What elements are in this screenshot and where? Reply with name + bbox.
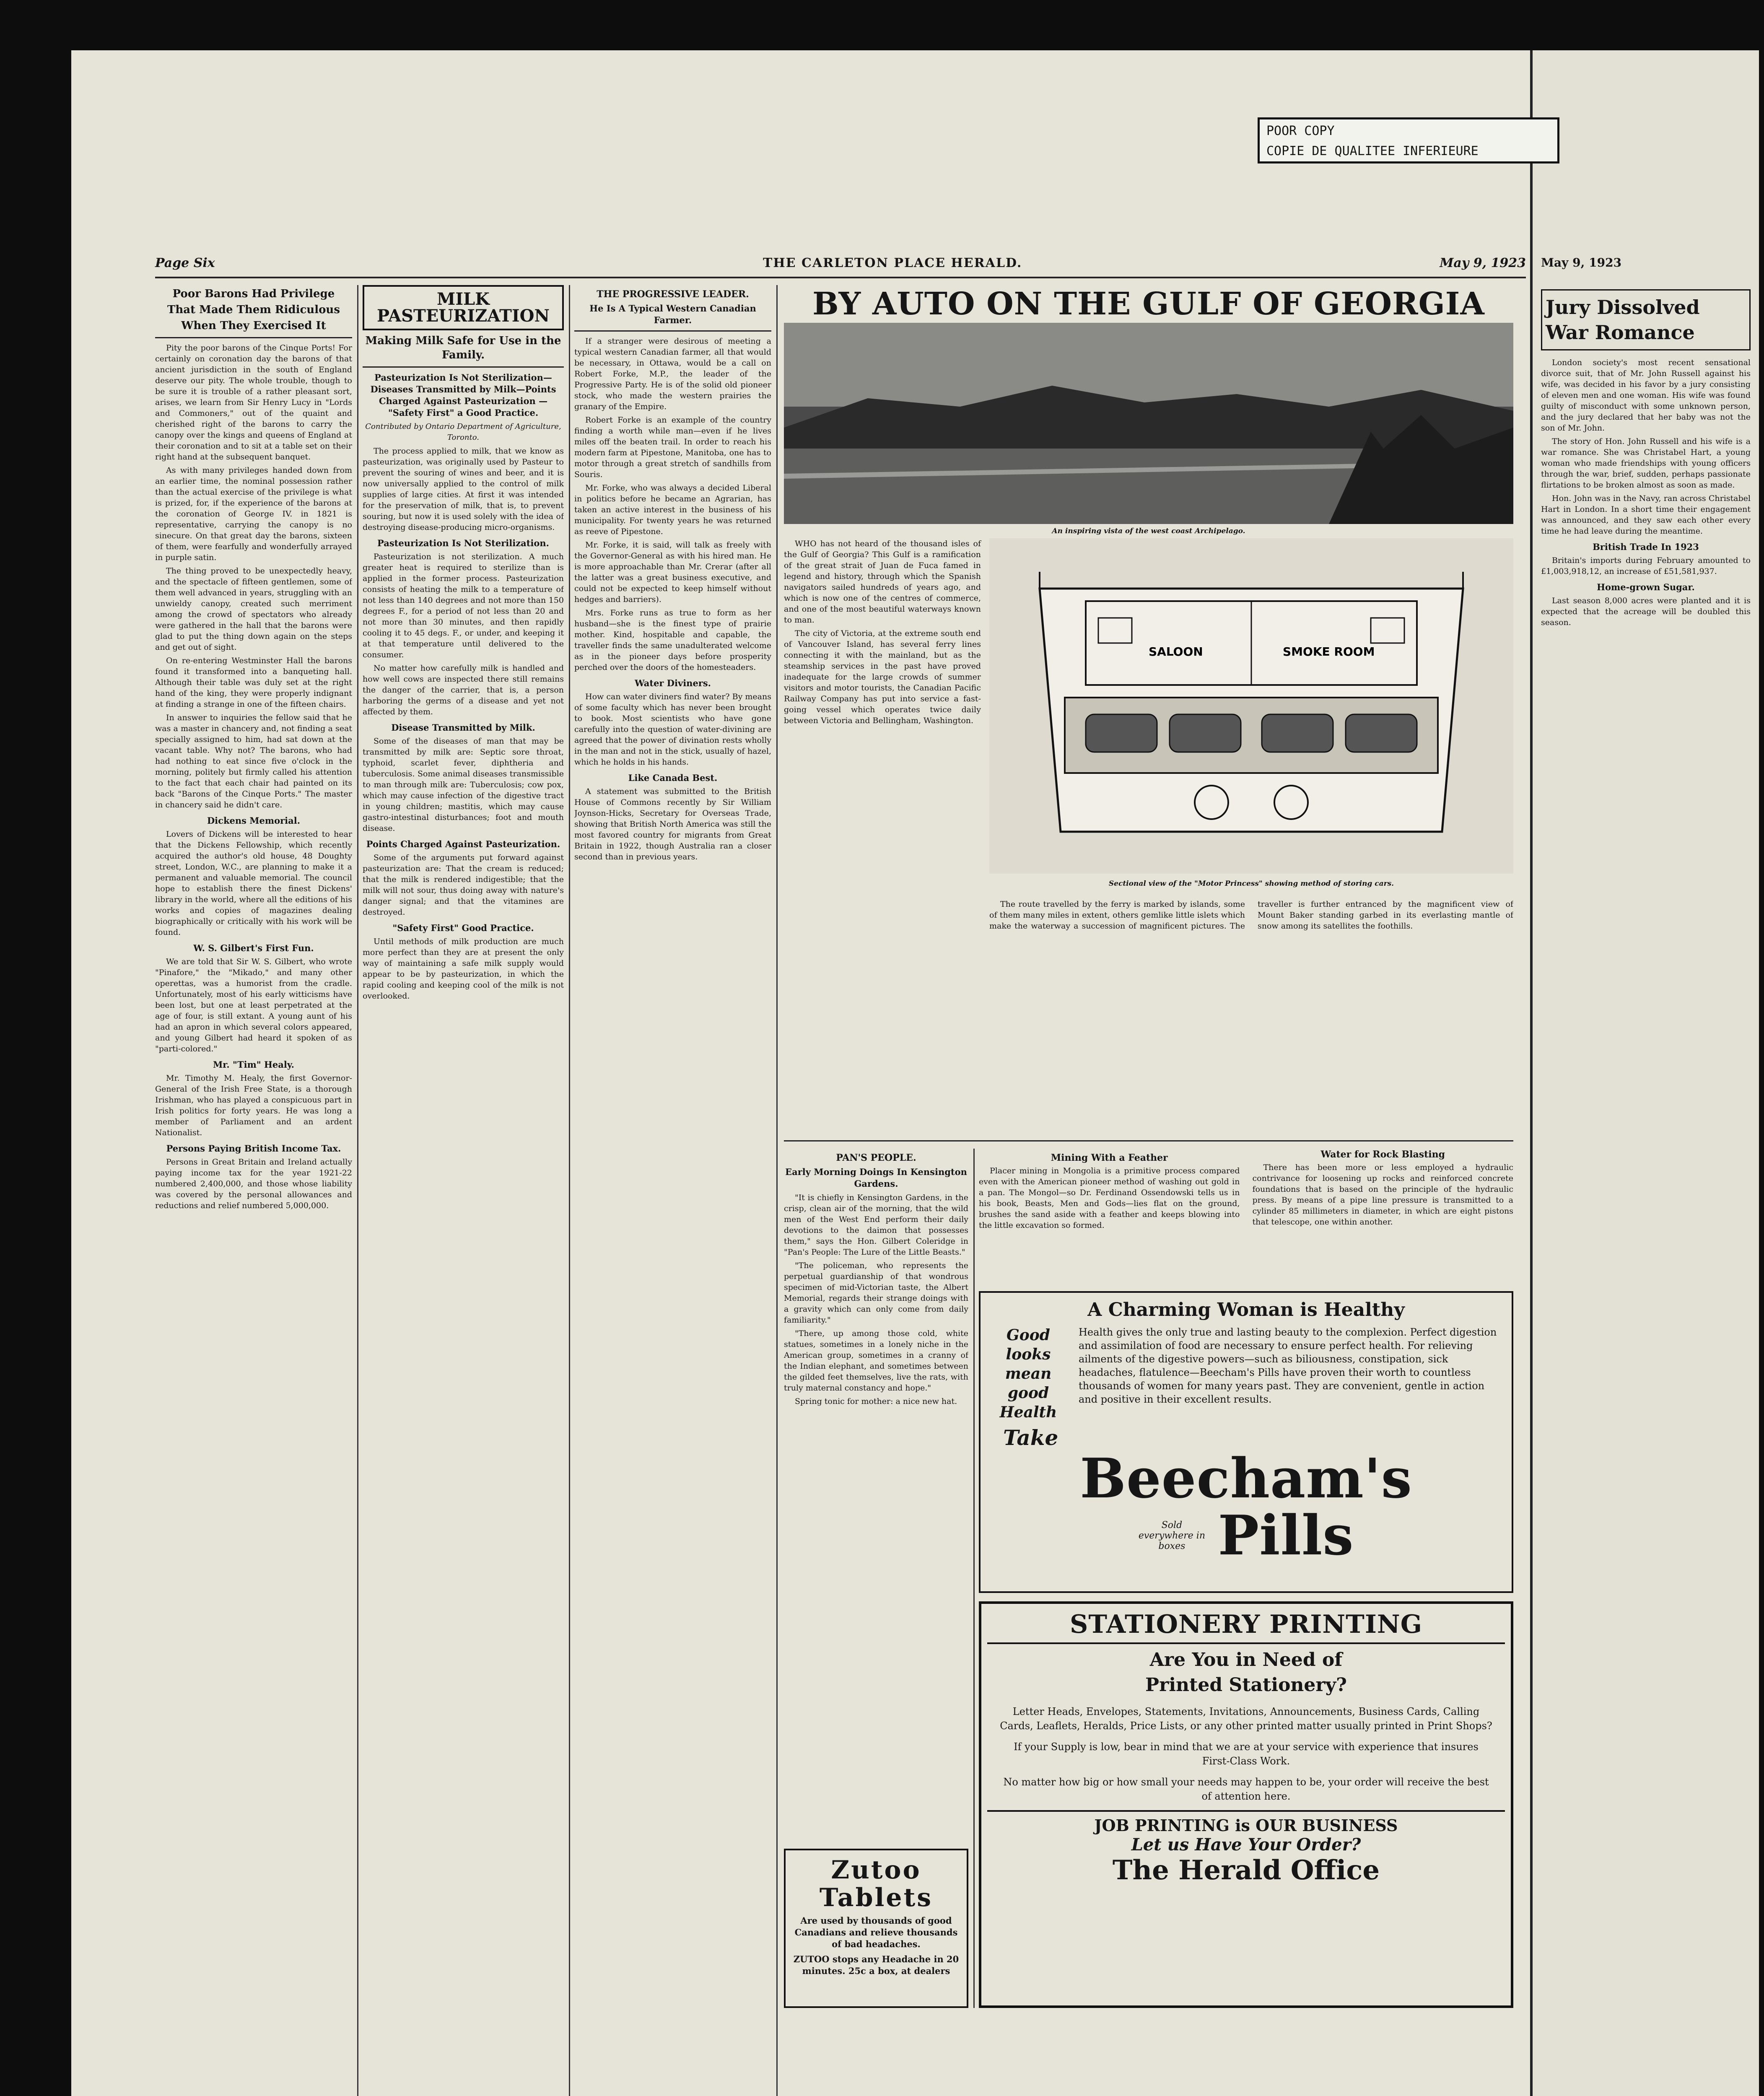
subheading: Persons Paying British Income Tax. (166, 1143, 341, 1154)
subheading: Dickens Memorial. (207, 815, 301, 826)
headline: Water for Rock Blasting (1320, 1149, 1445, 1160)
beechams-ad (979, 1291, 1513, 1593)
zutoo-tagline: Are used by thousands of good Canadians and relieve thousands of bad headaches. (794, 1915, 958, 1949)
ad-side-text: Good looks mean good Health (999, 1326, 1057, 1421)
article-paragraph: Pasteurization is not sterilization. A much greater heat is required to sterilize than is applied in the former process. Pasteurization consists of heating the milk to a temperature of not less than 140 degrees and not more than 150 degrees F., for a period of not less than 20 and not more than 30 minutes, and then rapidly cooling it to 45 degs. F., or under, and keeping it at that temperature until delivered to the consumer. (363, 552, 564, 659)
article-paragraph: The process applied to milk, that we know as pasteurization, was originally used by Pasteur to prevent the souring of wines and beer, and it is now universally applied to the control of milk supplies of large cities. At first it was intended for the preservation of milk, that is, to prevent souring, but now it is used solely with the idea of destroying disease-producing micro-organisms. (363, 446, 564, 532)
article-paragraph: A statement was submitted to the British House of Commons recently by Sir William Joynson-Hicks, Secretary for Overseas Trade, showing that British North America was still the most favored country for migrants from Great Britain in 1922, though Australia ran a closer second than in previous years. (574, 787, 771, 861)
article-paragraph: WHO has not heard of the thousand isles of the Gulf of Georgia? This Gulf is a ramification of the great strait of Juan de Fuca famed in legend and history, through which the Spanish navigators sailed hundreds of years ago, and which is now one of the centres of commerce, and one of the most beautiful waterways known to man. (784, 539, 981, 625)
saloon-label: SALOON (1149, 645, 1203, 659)
subheading: Home-grown Sugar. (1597, 582, 1695, 592)
ad-sold: Sold everywhere in boxes (1138, 1520, 1206, 1551)
paper-title: THE CARLETON PLACE HERALD. (763, 256, 1022, 270)
article-paragraph: Mr. Forke, it is said, will talk as freely with the Governor-General as with his hired man. He is more approachable than Mr. Crerar (after all the latter was a great business executive, and could not be expected to keep himself without hedges and barriers). (574, 540, 771, 604)
ad-line: Let us Have Your Order? (1131, 1835, 1361, 1855)
ad-signature: The Herald Office (1112, 1855, 1380, 1886)
article-paragraph: London society's most recent sensational divorce suit, that of Mr. John Russell against his wife, was decided in his favor by a jury consisting of eleven men and one woman. His wife was found guilty of misconduct with some unknown person, and the jury declared that her baby was not the son of Mr. John. (1541, 358, 1751, 433)
ad-headline: A Charming Woman is Healthy (1087, 1299, 1405, 1320)
headline: Mining With a Feather (1051, 1152, 1168, 1163)
masthead (155, 252, 1526, 278)
article-paragraph: Hon. John was in the Navy, ran across Christabel Hart in London. In a short time their engagement was announced, and they saw each other every time he had leave during the meantime. (1541, 494, 1751, 536)
zutoo-tagline: ZUTOO stops any Headache in 20 minutes. 25c a box, at dealers (793, 1954, 959, 1976)
zutoo-ad (784, 1849, 968, 2008)
article-paragraph: How can water diviners find water? By means of some faculty which has never been brought to book. Most scientists who have gone carefully into the question of water-divining are agreed that the power of divination rests wholly in the man and not in the stick, usually of hazel, which he holds in his hands. (574, 692, 771, 767)
column-pans-people (784, 1149, 968, 1840)
ship-caption: Sectional view of the "Motor Princess" showing method of storing cars. (1108, 879, 1394, 888)
subheading: Like Canada Best. (628, 773, 718, 783)
article-paragraph: There has been more or less employed a hydraulic contrivance for loosening up rocks and reinforced concrete foundations that is based on the principle of the hydraulic press. By means of a pipe line pressure is transmitted to a cylinder 85 millimeters in diameter, in which are eight pistons that telescope, one within another. (1252, 1163, 1513, 1227)
ad-question: Printed Stationery? (1145, 1674, 1347, 1696)
article-paragraph: Spring tonic for mother: a nice new hat. (795, 1397, 957, 1406)
article-paragraph: Robert Forke is an example of the country finding a worth while man—even if he lives miles off the beaten trail. In order to reach his modern farm at Pipestone, Manitoba, one has to motor through a great stretch of sandhills from Souris. (574, 415, 771, 479)
stamp-line: POOR COPY (1266, 124, 1335, 138)
headline: Poor Barons Had Privilege (172, 288, 335, 300)
stamp-line: COPIE DE QUALITEE INFERIEURE (1266, 144, 1479, 158)
ship-cross-section (989, 538, 1513, 874)
column-milk (363, 285, 564, 2096)
photo-caption: An inspiring vista of the west coast Archipelago. (1052, 527, 1245, 535)
article-paragraph: Until methods of milk production are much more perfect than they are at present the only way of maintaining a safe milk supply would appear to be by pasteurization, in which the rapid cooling and keeping cool of the milk is not overlooked. (363, 937, 564, 1001)
page-number: Page Six (155, 256, 215, 270)
feature-headline: BY AUTO ON THE GULF OF GEORGIA (812, 286, 1485, 322)
newspaper-page (71, 50, 1564, 2096)
ad-body: If your Supply is low, bear in mind that we are at your service with experience that insures First-Class Work. (1014, 1741, 1479, 1767)
column-barons (155, 285, 352, 2096)
article-paragraph: Placer mining in Mongolia is a primitive process compared even with the American pioneer method of washing out gold in a pan. The Mongol—so Dr. Ferdinand Ossendowski tells us in his book, Beasts, Men and Gods—lies flat on the ground, brushes the sand aside with a feather and keeps blowing into the little excavation so formed. (979, 1166, 1240, 1230)
feature-text-left (784, 538, 981, 729)
article-paragraph: As with many privileges handed down from an earlier time, the nominal possession rather than the actual exercise of the privilege is what is prized, for, if the experience of the barons at the coronation of George IV. in 1821 is representative, carrying the canopy is no sinecure. On that great day the barons, sixteen of them, were fearfully and wonderfully arrayed in purple satin. (155, 466, 352, 562)
ad-body: Letter Heads, Envelopes, Statements, Invitations, Announcements, Business Cards, Calling Cards, Leaflets, Heralds, Price Lists, or any other printed matter usually printed in Print Shops? (1000, 1706, 1492, 1732)
article-paragraph: "There, up among those cold, white statues, sometimes in a lonely niche in the American group, sometimes in a cranny of the Indian elephant, and sometimes between the gilded feet themselves, live the rats, with truly maternal constancy and hope." (784, 1329, 968, 1393)
article-paragraph: No matter how carefully milk is handled and how well cows are inspected there still remains the danger of the carrier, that is, a person harboring the germs of a disease and yet not affected by them. (363, 664, 564, 716)
archipelago-photo (784, 323, 1513, 524)
column-progressive-leader (574, 285, 771, 2096)
article-paragraph: We are told that Sir W. S. Gilbert, who wrote "Pinafore," the "Mikado," and many other operettas, was a humorist from the cradle. Unfortunately, most of his early witticisms have been lost, but one at least perpetrated at the age of four, is still extant. A young aunt of his had an apron in which several colors appeared, and young Gilbert had heard it spoken of as "parti-colored." (155, 957, 352, 1053)
subheading: "Safety First" Good Practice. (392, 923, 534, 933)
article-paragraph: Britain's imports during February amounted to £1,003,918,12, an increase of £51,581,937. (1541, 556, 1751, 576)
deck: He Is A Typical Western Canadian Farmer. (589, 303, 756, 325)
headline: THE PROGRESSIVE LEADER. (597, 289, 749, 300)
brand-name: Pills (1218, 1503, 1354, 1567)
zutoo-name: Zutoo (831, 1855, 921, 1885)
headline: PAN'S PEOPLE. (836, 1152, 916, 1163)
article-paragraph: Some of the arguments put forward against pasteurization are: That the cream is reduced; that the milk is rendered indigestible; that the milk will not sour, thus doing away with nature's danger signal; and that the vitamines are destroyed. (363, 853, 564, 917)
ad-headline: STATIONERY PRINTING (1070, 1610, 1422, 1639)
credit-line: Contributed by Ontario Department of Agriculture, Toronto. (365, 422, 561, 442)
archipelago-image (784, 323, 1513, 524)
brand-name: Beecham's (1080, 1446, 1412, 1510)
deck: Making Milk Safe for Use in the Family. (365, 335, 561, 361)
smoke-room-label: SMOKE ROOM (1283, 645, 1375, 659)
headline: War Romance (1546, 321, 1695, 344)
article-paragraph: Mrs. Forke runs as true to form as her husband—she is the finest type of prairie mother. Kind, hospitable and capable, the traveller finds the same unadulterated welcome as in the pioneer days before prosperity perched over the doors of the homesteaders. (574, 608, 771, 672)
headline-box (1541, 289, 1751, 350)
article-paragraph: Lovers of Dickens will be interested to hear that the Dickens Fellowship, which recently acquired the author's old house, 48 Doughty street, London, W.C., are planning to make it a permanent and valuable memorial. The council hope to establish there the finest Dickens' library in the world, where all the editions of his works and copies of magazines dealing biographically or critically with his work will be found. (155, 830, 352, 937)
deck: Pasteurization Is Not Sterilization—Diseases Transmitted by Milk—Points Charged Against Pasteurization — "Safety First" a Good Practice. (370, 372, 556, 418)
article-paragraph: Last season 8,000 acres were planted and it is expected that the acreage will be doubled this season. (1541, 596, 1751, 627)
zutoo-name: Tablets (819, 1883, 933, 1912)
headline: That Made Them Ridiculous (167, 304, 340, 316)
ad-body: No matter how big or how small your needs may happen to be, your order will receive the best of attention here. (1003, 1776, 1489, 1802)
article-paragraph: Pity the poor barons of the Cinque Ports! For certainly on coronation day the barons of that ancient jurisdiction in the south of England deserve our pity. The whole trouble, though to be sure it is trouble of a rather pleasant sort, arises, we learn from Sir Henry Lucy in "Lords and Commoners," out of the quaint and cherished right of the barons to carry the canopy over the kings and queens of England at their coronation and to sit at a table set on their right hand at the subsequent banquet. (155, 343, 352, 462)
article-paragraph: The thing proved to be unexpectedly heavy, and the spectacle of fifteen gentlemen, some of them well advanced in years, struggling with an unwieldy canopy, created such merriment among the crowd of spectators who already were gathered in the hall that the barons were glad to put the thing down again on the steps and get out of sight. (155, 566, 352, 652)
article-paragraph: The story of Hon. John Russell and his wife is a war romance. She was Christabel Hart, a young woman who made friendships with young officers through the war, brief, sudden, perhaps passionate flirtations to be broken almost as soon as made. (1541, 437, 1751, 490)
issue-date: May 9, 1923 (1541, 256, 1622, 270)
article-paragraph: "The policeman, who represents the perpetual guardianship of that wondrous specimen of mid-Victorian taste, the Albert Memorial, regards their strange doings with a gravity which can only come from daily familiarity." (784, 1261, 968, 1325)
article-paragraph: Persons in Great Britain and Ireland actually paying income tax for the year 1921-22 numbered 2,400,000, and those whose liability was covered by the personal allowances and reductions and relief numbered 5,000,000. (155, 1157, 352, 1210)
issue-date: May 9, 1923 (1440, 256, 1526, 270)
feature-gulf-of-georgia (784, 285, 1513, 1132)
column-jury (1541, 285, 1751, 630)
article-paragraph: The route travelled by the ferry is marked by islands, some of them many miles in extent, others gemlike little islets which make the waterway a succession of magnificent pictures. The traveller is further entranced by the magnificent view of Mount Baker standing garbed in its everlasting mantle of snow among its satellites the foothills. (989, 900, 1513, 931)
headline: MILK PASTEURIZATION (376, 289, 550, 326)
article-paragraph: The city of Victoria, at the extreme south end of Vancouver Island, has several ferry lines connecting it with the mainland, but as the steamship services in the past have proved inadequate for the large crowds of summer visitors and motor tourists, the Canadian Pacific Railway Company has put into service a fast-going vessel which operates twice daily between Victoria and Bellingham, Washington. (784, 629, 981, 725)
stationery-ad (979, 1601, 1513, 2008)
feature-text-bottom (989, 899, 1513, 933)
subheading: Points Charged Against Pasteurization. (366, 839, 560, 849)
column-mining-water (979, 1149, 1513, 1287)
subheading: Mr. "Tim" Healy. (213, 1059, 294, 1070)
article-paragraph: In answer to inquiries the fellow said that he was a master in chancery and, not finding a seat specially assigned to him, had sat down at the vacant table. Why not? The barons, who had had nothing to eat since five o'clock in the morning, politely but firmly called his attention to the fact that each chair had painted on its back "Barons of the Cinque Ports." The master in chancery said he didn't care. (155, 713, 352, 809)
subheading: Disease Transmitted by Milk. (391, 722, 535, 733)
article-paragraph: "It is chiefly in Kensington Gardens, in the crisp, clean air of the morning, that the wild men of the West End perform their daily devotions to the daimon that possesses them," says the Hon. Gilbert Coleridge in "Pan's People: The Lure of the Little Beasts." (784, 1193, 968, 1257)
subheading: W. S. Gilbert's First Fun. (193, 943, 314, 953)
subheading: British Trade In 1923 (1593, 542, 1699, 552)
subheading: Water Diviners. (635, 678, 711, 688)
ship-diagram (989, 538, 1513, 888)
article-paragraph: On re-entering Westminster Hall the barons found it transformed into a banqueting hall. Although their table was duly set at the right hand of the king, they were properly indignant at finding a strange in one of the fifteen chairs. (155, 656, 352, 709)
ad-line: JOB PRINTING is OUR BUSINESS (1094, 1816, 1398, 1835)
deck: Early Morning Doings In Kensington Gardens. (785, 1167, 967, 1189)
ad-take: Take (1003, 1425, 1058, 1450)
article-paragraph: Mr. Timothy M. Healy, the first Governor-General of the Irish Free State, is a thorough Irishman, who has played a conspicuous part in Irish politics for forty years. He was long a member of Parliament and an ardent Nationalist. (155, 1074, 352, 1137)
subheading: Pasteurization Is Not Sterilization. (377, 538, 549, 548)
poor-copy-stamp (1258, 117, 1559, 163)
ad-body: Health gives the only true and lasting beauty to the complexion. Perfect digestion and assimilation of food are necessary to ensure perfect health. For relieving ailments of the digestive powers—such as biliousness, constipation, sick headaches, flatulence—Beecham's Pills have proven their worth to countless thousands of women for many years past. They are convenient, gentle in action and positive in their excellent results. (1079, 1326, 1497, 1405)
ad-question: Are You in Need of (1149, 1649, 1343, 1671)
headline: When They Exercised It (181, 319, 326, 332)
headline: Jury Dissolved (1546, 296, 1700, 319)
article-paragraph: Mr. Forke, who was always a decided Liberal in politics before he became an Agrarian, has taken an active interest in the business of his municipality. For twenty years he was returned as reeve of Pipestone. (574, 483, 771, 536)
adjacent-page (1530, 50, 1759, 2096)
article-paragraph: Some of the diseases of man that may be transmitted by milk are: Septic sore throat, typhoid, scarlet fever, diphtheria and tuberculosis. Some animal diseases transmissible to man through milk are: Tuberculosis; cow pox, which may cause infection of the digestive tract in young children; mastitis, which may cause gastro-intestinal disturbances; foot and mouth disease. (363, 737, 564, 833)
article-paragraph: If a stranger were desirous of meeting a typical western Canadian farmer, all that would be necessary, in Ottawa, would be a call on Robert Forke, M.P., the leader of the Progressive Party. He is of the solid old pioneer stock, who made the western prairies the granary of the Empire. (574, 337, 771, 411)
milk-headline-box (363, 285, 564, 330)
